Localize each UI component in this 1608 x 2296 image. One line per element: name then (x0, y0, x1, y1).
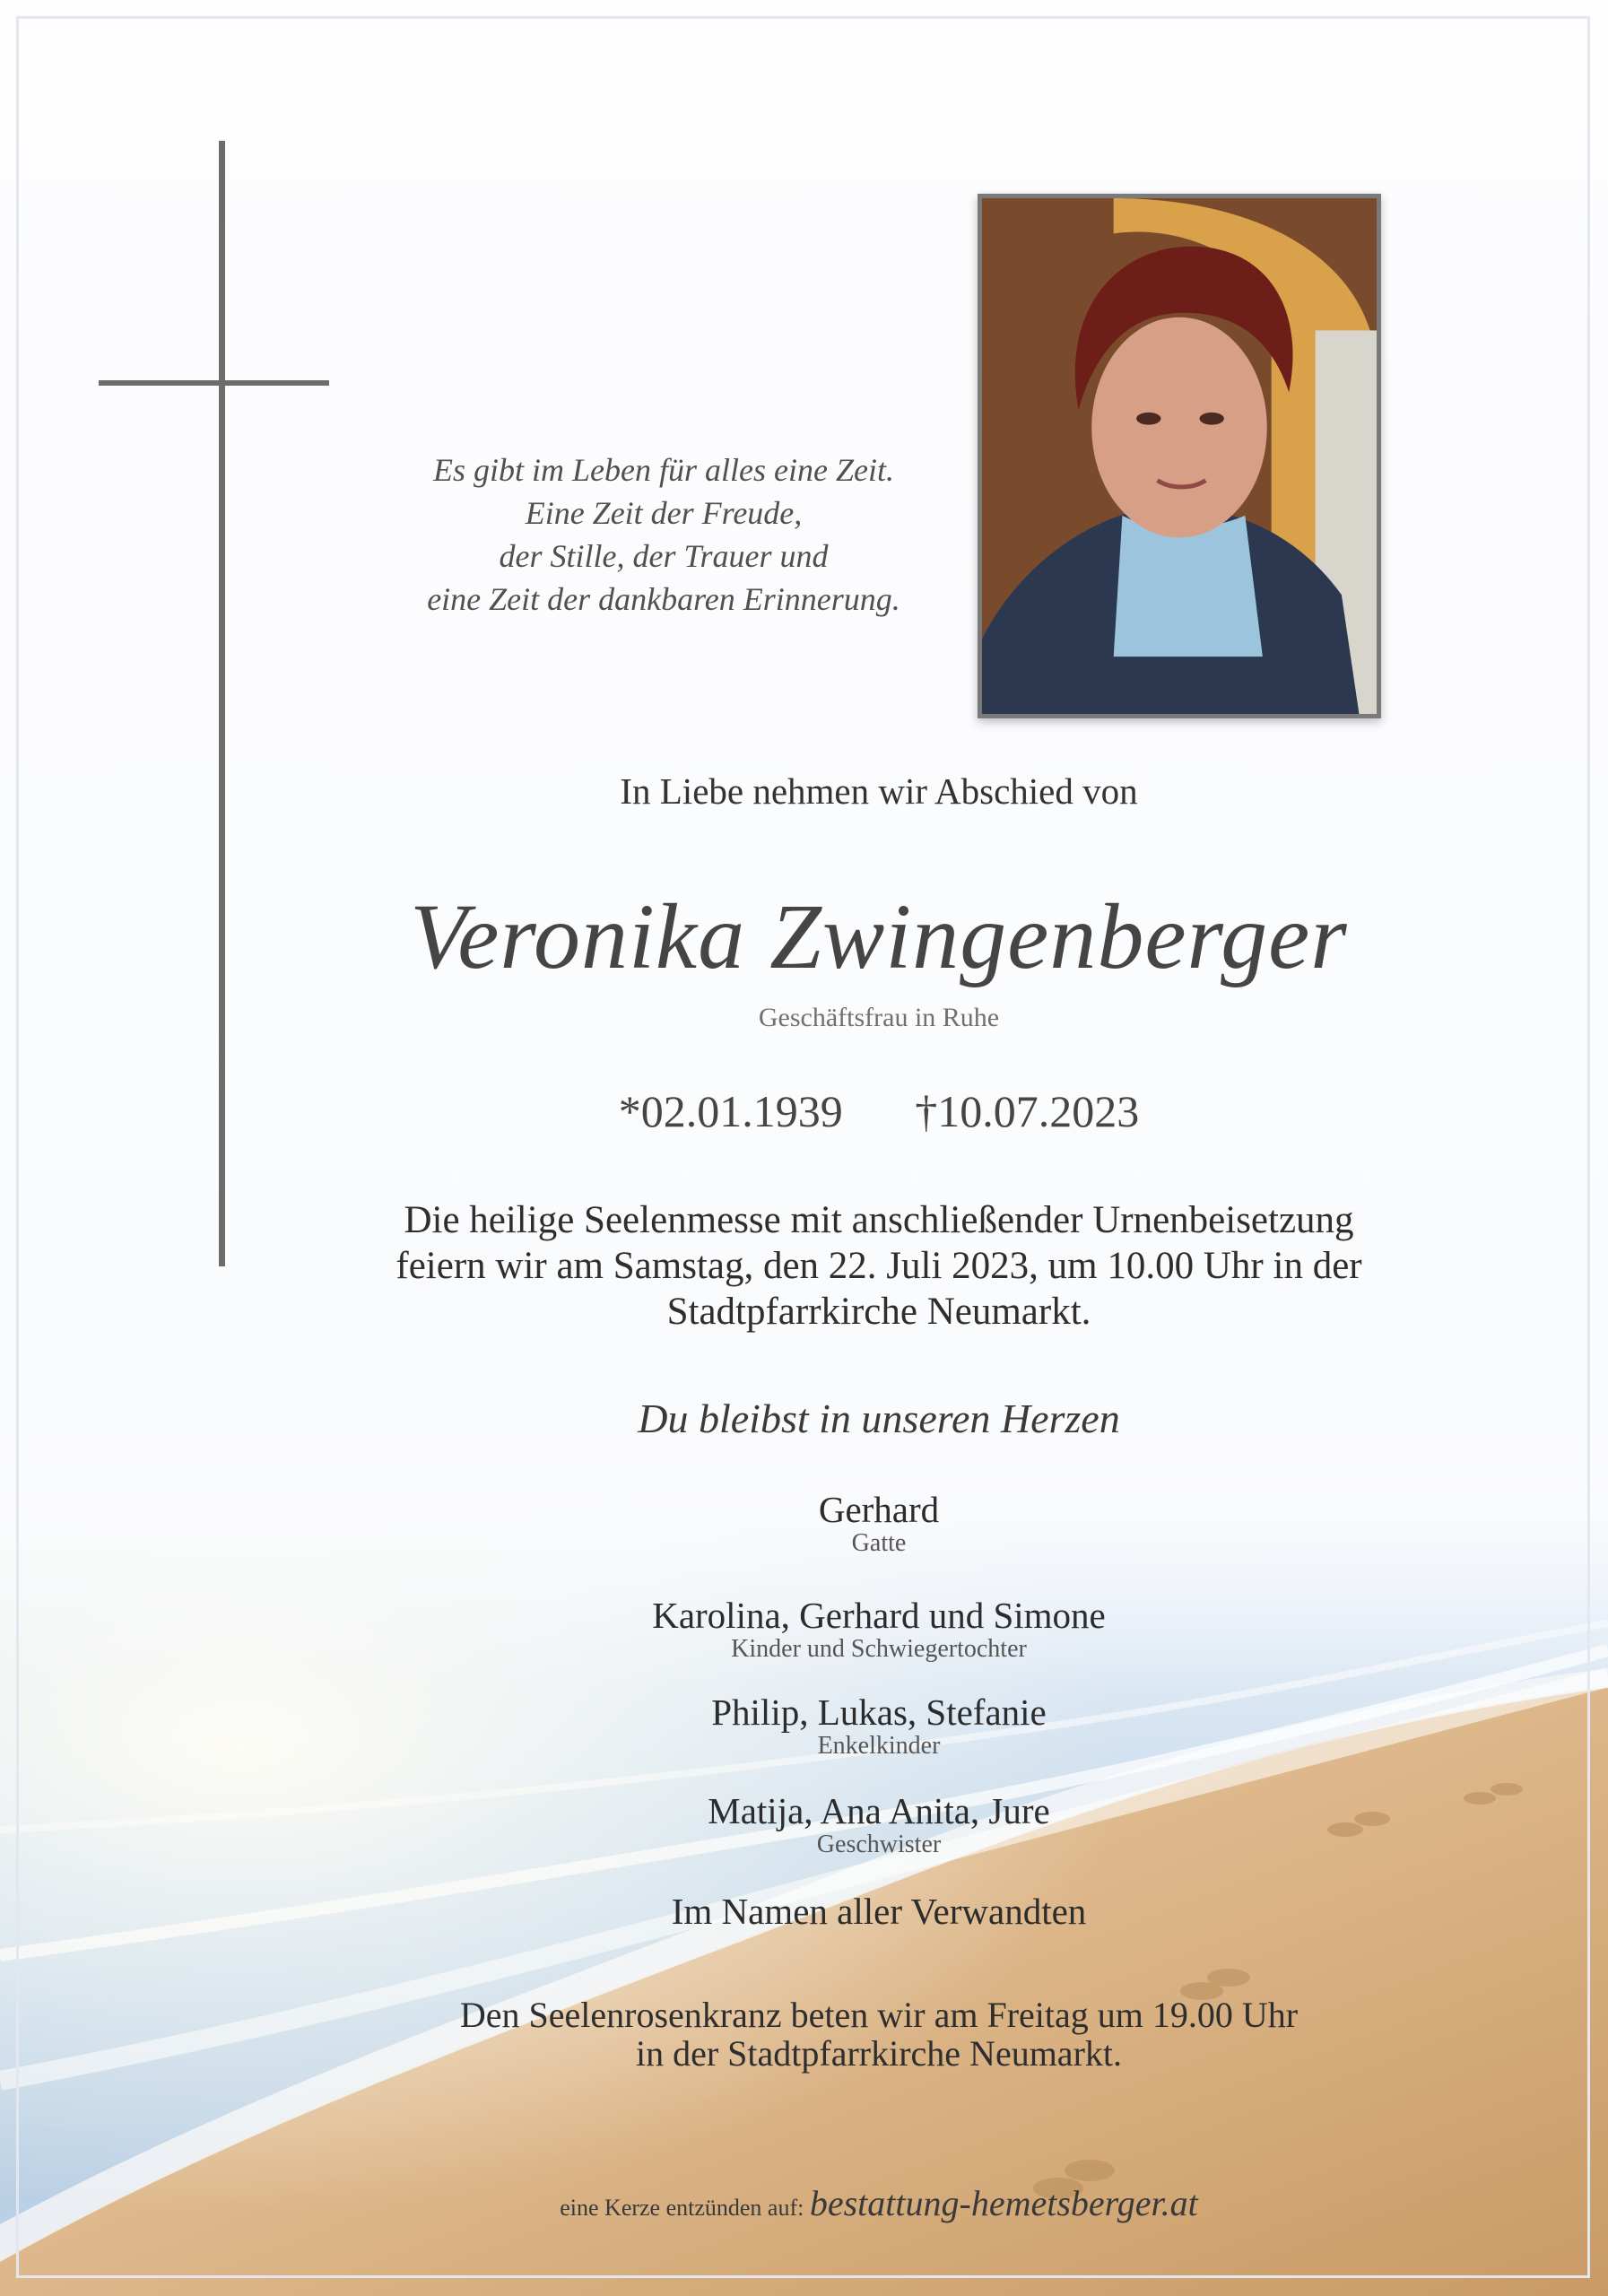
footer-prefix: eine Kerze entzünden auf: (560, 2195, 804, 2221)
deceased-name: Veronika Zwingenberger (410, 885, 1348, 988)
poem-line: eine Zeit der dankbaren Erinnerung. (427, 581, 900, 617)
poem (359, 448, 969, 621)
deceased-profession: Geschäftsfrau in Ruhe (758, 1003, 1000, 1032)
mourner-names: Philip, Lukas, Stefanie (711, 1692, 1047, 1733)
motto: Du bleibst in unseren Herzen (638, 1396, 1120, 1441)
mourner-group (341, 1891, 1417, 1932)
poem-line: Es gibt im Leben für alles eine Zeit. (433, 452, 894, 488)
mourner-names: Matija, Ana Anita, Jure (708, 1790, 1050, 1831)
beach-background-image (0, 1453, 1608, 2296)
mourner-relation: Gatte (851, 1529, 907, 1557)
life-dates (341, 1085, 1417, 1137)
poem-line: der Stille, der Trauer und (499, 538, 829, 574)
website-link[interactable]: bestattung-hemetsberger.at (809, 2183, 1198, 2223)
cross-horizontal-bar (99, 380, 329, 386)
mourner-relation: Enkelkinder (817, 1732, 941, 1760)
birth-date: *02.01.1939 (618, 1086, 843, 1136)
mourner-group (341, 1790, 1417, 1858)
mourner-group (341, 1692, 1417, 1760)
cross-vertical-bar (219, 141, 225, 1266)
mass-line: Die heilige Seelenmesse mit anschließender Urnenbeisetzung (404, 1199, 1354, 1241)
poem-line: Eine Zeit der Freude, (525, 495, 803, 531)
mass-line: Stadtpfarrkirche Neumarkt. (666, 1291, 1091, 1333)
funeral-mass-notice (341, 1197, 1417, 1335)
mourner-group (341, 1489, 1417, 1557)
portrait-photo (978, 194, 1381, 718)
mourner-group (341, 1595, 1417, 1663)
mourner-relation: Geschwister (816, 1831, 942, 1858)
death-date: †10.07.2023 (915, 1086, 1140, 1136)
rosary-line: Den Seelenrosenkranz beten wir am Freitag um 19.00 Uhr (459, 1995, 1299, 2035)
farewell-intro: In Liebe nehmen wir Abschied von (620, 770, 1138, 812)
mourner-relation: Kinder und Schwiegertochter (731, 1635, 1027, 1663)
mourner-names: Karolina, Gerhard und Simone (652, 1595, 1106, 1636)
mass-line: feiern wir am Samstag, den 22. Juli 2023, um 10.00 Uhr in der (395, 1245, 1362, 1287)
mourner-names: Im Namen aller Verwandten (671, 1891, 1087, 1932)
rosary-notice (341, 1996, 1417, 2073)
rosary-line: in der Stadtpfarrkirche Neumarkt. (635, 2033, 1122, 2074)
mourner-names: Gerhard (818, 1489, 940, 1530)
candle-footer (341, 2182, 1417, 2224)
